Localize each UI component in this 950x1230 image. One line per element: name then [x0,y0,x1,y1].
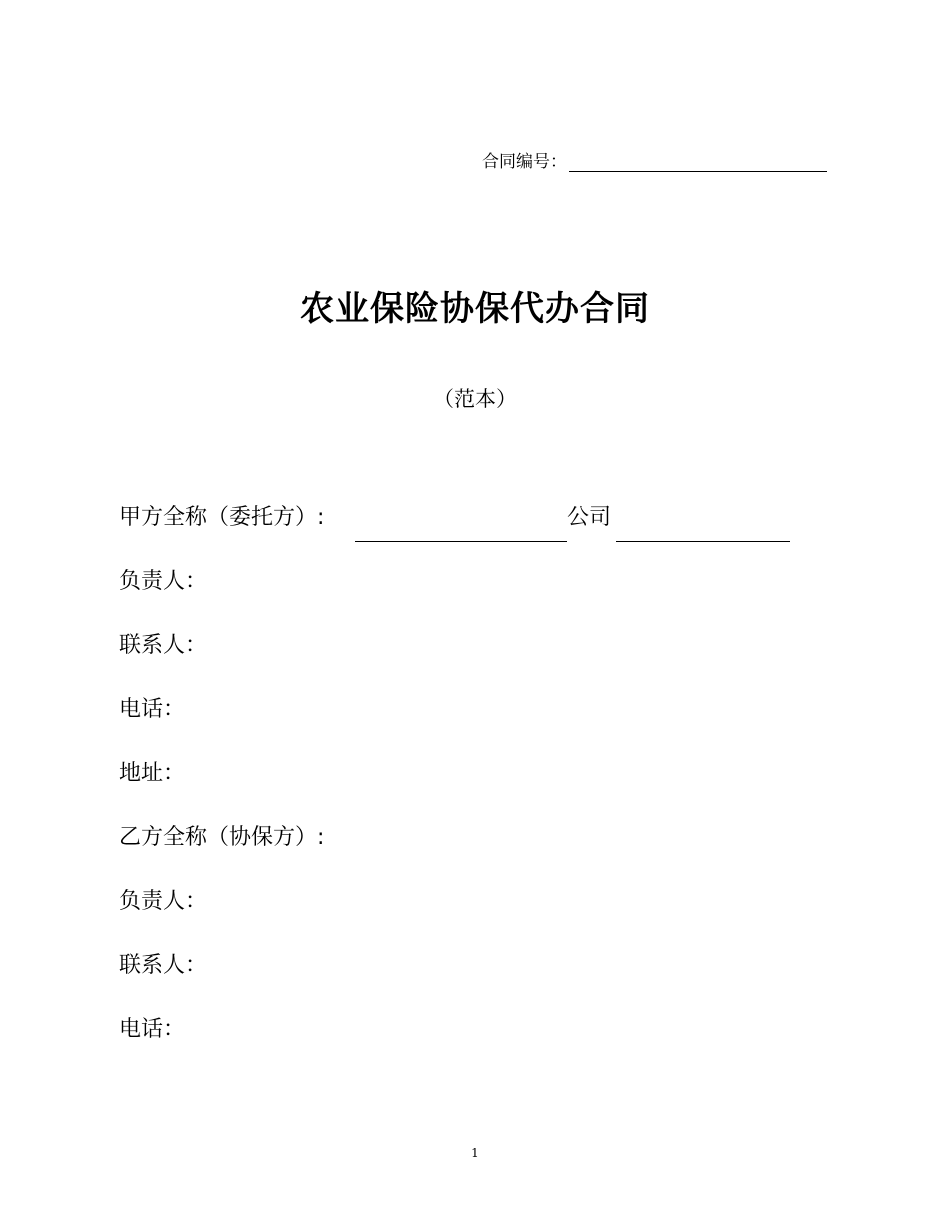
page-number: 1 [471,1146,479,1160]
party-b-principal-label: 负责人： [119,889,208,914]
party-b-name-label: 乙方全称（协保方）: [119,825,325,850]
party-a-address-label: 地址： [119,761,186,786]
contract-number-blank[interactable] [569,151,827,172]
party-a-phone-label: 电话： [119,697,186,722]
party-a-extra-blank[interactable] [616,541,790,542]
party-b-phone-label: 电话： [119,1017,186,1042]
document-title: 农业保险协保代办合同 [300,289,650,329]
party-a-contact-label: 联系人： [119,633,208,658]
contract-number-line [482,148,827,172]
party-a-principal-label: 负责人： [119,569,208,594]
contract-number-label: 合同编号： [482,152,567,172]
party-a-name-suffix: 公司 [567,505,612,530]
party-a-name-blank[interactable] [355,541,567,542]
document-subtitle: （范本） [433,387,517,411]
party-b-contact-label: 联系人： [119,953,208,978]
party-a-name-label: 甲方全称（委托方）: [119,505,325,530]
